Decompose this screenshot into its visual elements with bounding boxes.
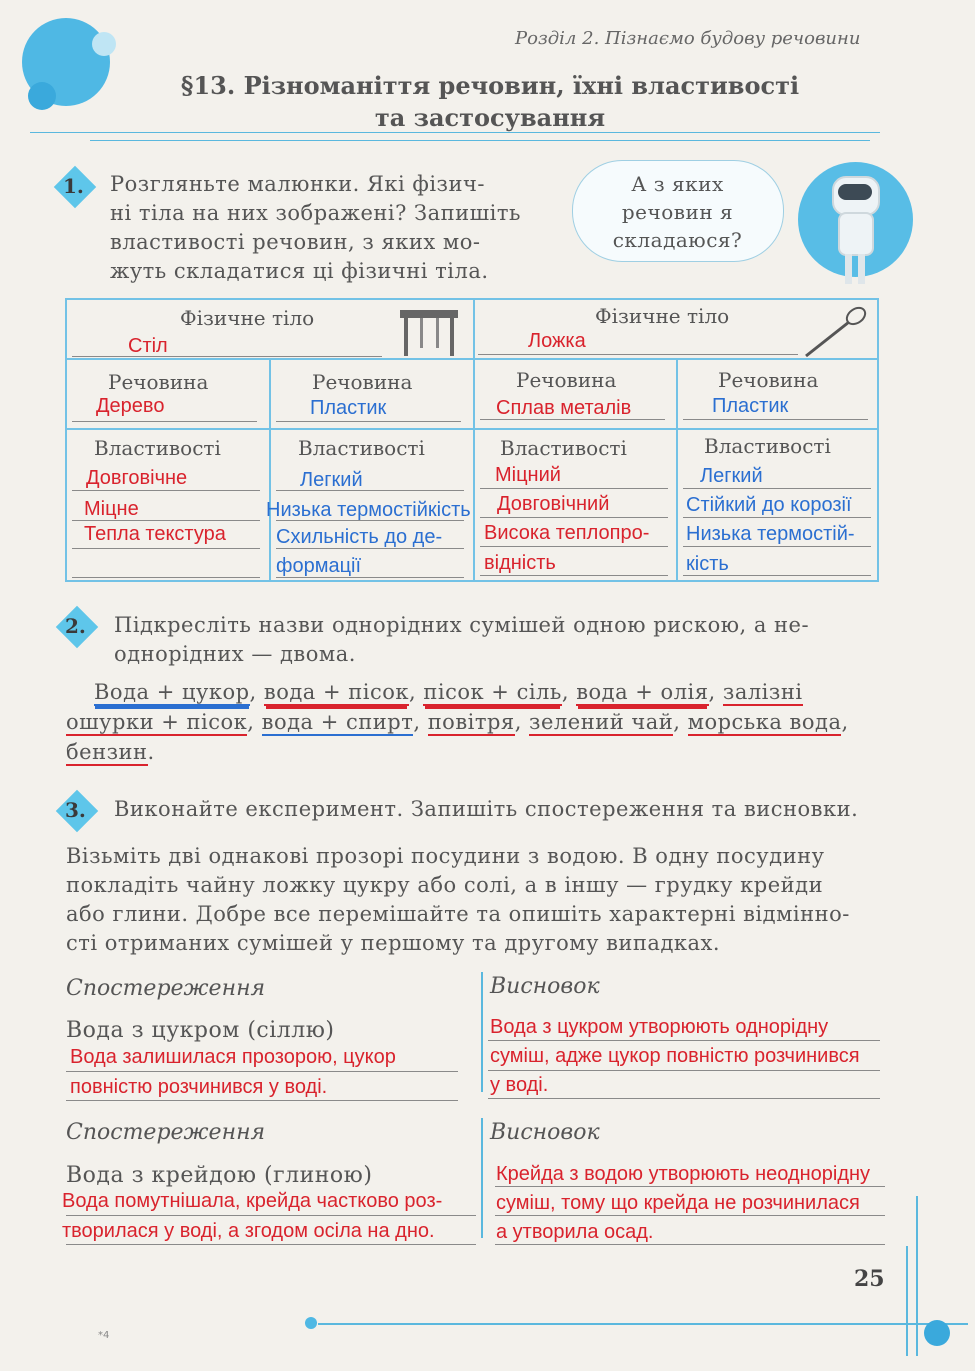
answer-line [276,421,461,422]
concl1-answer: суміш, адже цукор повністю розчинився [490,1045,860,1067]
cloud-line: А з яких [631,172,724,196]
substance-answer-3: Сплав металів [496,397,632,419]
prop-answer: Низька термостійкість [266,499,471,521]
obs1-answer: повністю розчинився у воді. [70,1076,328,1098]
substance-answer-2: Пластик [310,397,387,419]
answer-line [72,421,257,422]
sep: , [561,680,577,704]
answer-line [66,1244,476,1245]
task3-line: Візьміть дві однакові прозорі посудини з водою. В одну посудину [66,844,825,868]
decor-circle-small [28,82,56,110]
sep: , [514,710,530,734]
prop-answer: Висока теплопро- [484,522,650,544]
answer-line [495,1215,885,1216]
side-rule [906,1246,908,1356]
prop-answer: Легкий [700,465,763,487]
conclusion-label-1: Висновок [490,974,600,999]
task1-line: ні тіла на них зображені? Запишіть [110,201,521,225]
table-divider [67,358,877,360]
task1-line: властивості речовин, з яких мо- [110,230,481,254]
answer-line [66,1100,458,1101]
mixtures-line-3 [66,738,155,767]
side-rule [916,1196,918,1356]
task2-line: однорідних — двома. [114,642,356,666]
prop-answer: Легкий [300,469,363,491]
table-divider [676,360,678,580]
substance-label-2: Речовина [312,370,413,394]
answer-line [72,577,260,578]
prop-answer: Довговічне [86,467,188,489]
answer-line [66,1215,476,1216]
answer-line [72,356,382,357]
concl2-answer: суміш, тому що крейда не розчинилася [496,1192,860,1214]
properties-label-1: Властивості [94,436,221,460]
obs1-answer: Вода залишилася прозорою, цукор [70,1046,396,1068]
answer-line [495,1186,885,1187]
answer-line [480,546,668,547]
answer-line [480,488,668,489]
task2-text [114,611,884,669]
answer-line [72,548,260,549]
prop-answer: формації [276,555,362,577]
decor-circle-light [92,32,116,56]
task3-line: покладіть чайну ложку цукру або солі, а в іншу — грудку крейди [66,873,824,897]
sep: , [409,680,424,704]
section-title: Розділ 2. Пізнаємо будову речовини [515,28,861,49]
paragraph-title-line1: §13. Різноманіття речовин, їхні властивості [180,71,800,100]
robot-visor [838,184,872,200]
column-divider [481,1118,483,1238]
prop-answer: кість [686,553,729,575]
footer-circle [924,1320,950,1346]
sep: , [708,680,723,704]
header-rule [30,132,880,133]
mixture-single: вода + спирт [261,710,414,734]
answer-line [495,1244,885,1245]
task1-text [110,170,560,286]
sep: , [673,710,688,734]
task3-line: або глини. Добре все перемішайте та опишіть характерні відмінно- [66,902,850,926]
observation-label-2: Спостереження [66,1120,266,1145]
mixture-single: бензин [66,740,148,764]
prop-answer: Міцне [84,498,139,520]
prop-answer: Стійкий до корозії [686,494,852,516]
mixture-double: вода + пісок [263,680,410,704]
robot-body [838,212,874,256]
task2-number: 2. [65,614,86,638]
sep: , [247,710,262,734]
prop-answer: Міцний [495,464,561,486]
paragraph-title-line2: та застосування [374,103,606,132]
substance-label-3: Речовина [516,368,617,392]
mixture-single: повітря [427,710,515,734]
properties-label-4: Властивості [704,434,831,458]
answer-line [480,517,668,518]
spoon-icon [800,304,870,360]
mixture-single: морська вода [687,710,842,734]
mixture-double: пісок + сіль [423,680,562,704]
sep: . [147,740,155,764]
answer-line [66,1071,458,1072]
task1-line: Розгляньте малюнки. Які фізич- [110,172,485,196]
task3-line: сті отриманих сумішей у першому та другому випадках. [66,931,721,955]
case1-label: Вода з цукром (сіллю) [66,1018,335,1043]
sep: , [413,710,428,734]
obs2-answer: Вода помутнішала, крейда частково роз- [62,1190,443,1212]
footer-dot [305,1317,317,1329]
body-label-1: Фізичне тіло [180,306,315,330]
concl1-answer: у воді. [490,1074,549,1096]
robot-leg [858,254,865,284]
paragraph-title [160,70,820,134]
table-icon [398,306,460,358]
answer-line [683,419,868,420]
column-divider [481,972,483,1092]
mixtures-line-1 [94,678,803,707]
substance-label-1: Речовина [108,370,209,394]
properties-label-3: Властивості [500,436,627,460]
cloud-line: речовин я [621,200,734,224]
observation-label-1: Спостереження [66,976,266,1001]
case2-label: Вода з крейдою (глиною) [66,1163,373,1188]
mixture-double: вода + олія [576,680,709,704]
table-divider [67,428,877,430]
table-divider [473,300,475,580]
prop-answer: Низька термостій- [686,523,855,545]
robot-leg [845,254,852,284]
task1-number: 1. [63,174,84,198]
task3-heading: Виконайте експеримент. Запишіть спостереження та висновки. [114,797,859,821]
task2-line: Підкресліть назви однорідних сумішей одною рискою, а не- [114,613,810,637]
mixture-single: Вода + цукор [94,680,250,704]
body2-answer: Ложка [528,330,586,352]
concl2-answer: Крейда з водою утворюють неоднорідну [496,1163,871,1185]
body1-answer: Стіл [128,335,168,357]
header-rule-2 [90,140,870,141]
answer-line [683,546,871,547]
substance-label-4: Речовина [718,368,819,392]
sep: , [841,710,849,734]
speech-cloud-text [590,170,765,254]
conclusion-label-2: Висновок [490,1120,600,1145]
mixture-double: ошурки + пісок [66,710,248,734]
footer-rule [318,1323,968,1325]
concl1-answer: Вода з цукром утворюють однорідну [490,1016,829,1038]
page-number: 25 [854,1266,885,1292]
prop-answer: Тепла текстура [84,523,226,545]
obs2-answer: творилася у воді, а згодом осіла на дно. [62,1220,435,1242]
prop-answer: Довговічний [497,493,610,515]
sep: , [249,680,264,704]
concl2-answer: а утворила осад. [496,1221,654,1243]
footer-mark: *4 [98,1330,110,1341]
answer-line [683,488,871,489]
answer-line [683,517,871,518]
answer-line [72,490,260,491]
body-label-2: Фізичне тіло [595,304,730,328]
mixtures-line-2 [66,708,849,737]
task3-number: 3. [65,798,86,822]
substance-answer-1: Дерево [96,395,165,417]
mixture-single: зелений чай [529,710,674,734]
answer-line [488,1098,880,1099]
answer-line [478,354,798,355]
mixture-double: залізні [722,680,803,704]
table-divider [269,360,271,580]
task3-text [66,842,886,958]
prop-answer: відність [484,552,556,574]
substance-answer-4: Пластик [712,395,789,417]
task1-line: жуть складатися ці фізичні тіла. [110,259,489,283]
prop-answer: Схильність до де- [276,526,443,548]
answer-line [488,1040,880,1041]
answer-line [480,575,668,576]
properties-label-2: Властивості [298,436,425,460]
answer-line [488,1070,880,1071]
cloud-line: складаюся? [612,228,743,252]
